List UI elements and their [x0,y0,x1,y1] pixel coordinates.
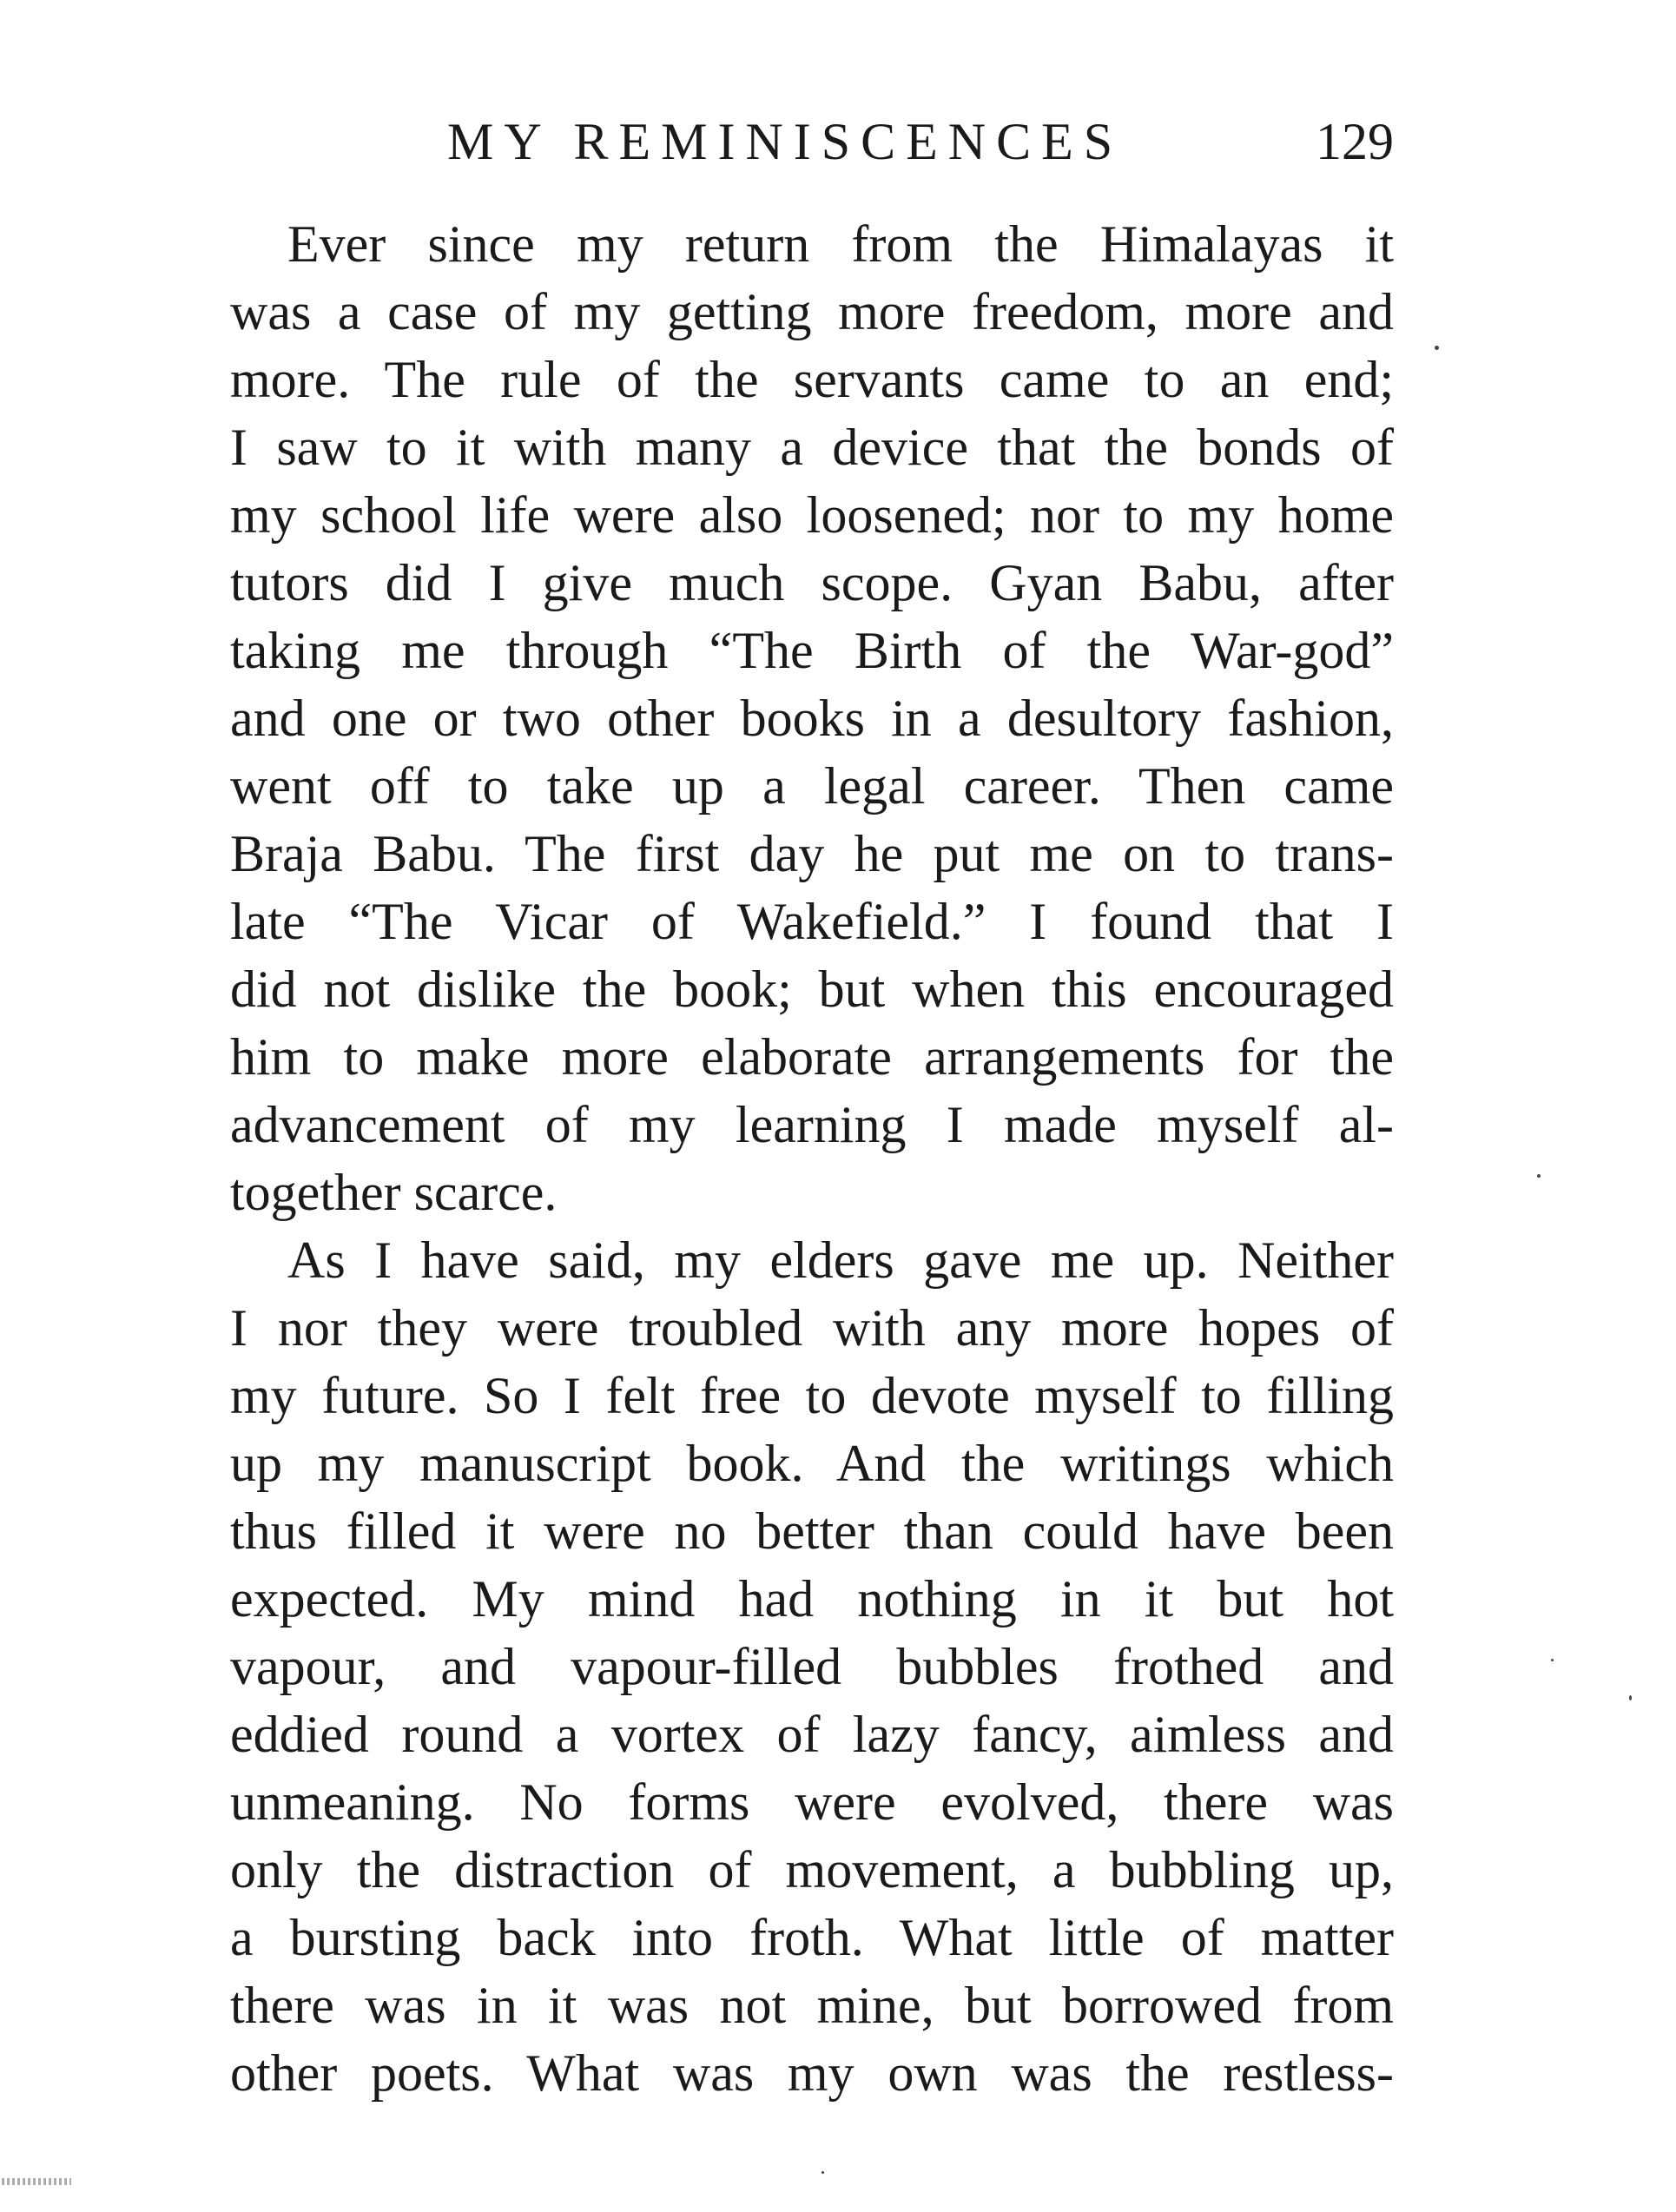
text-line: unmeaning. No forms were evolved, there was [230,1773,1394,1831]
scan-speck [1435,346,1439,350]
text-line: vapour, and vapour-filled bubbles frothed and [230,1638,1394,1695]
scan-speck [1537,1174,1541,1178]
text-line: my future. So I felt free to devote myself to filling [230,1367,1394,1424]
page-number: 129 [1316,113,1394,170]
body-text [230,210,1394,2107]
scan-speck [1551,1659,1554,1661]
text-line: I nor they were troubled with any more hopes of [230,1299,1394,1357]
text-line: and one or two other books in a desultory fashion, [230,690,1394,747]
text-line: up my manuscript book. And the writings which [230,1435,1394,1492]
scan-speck [1629,1695,1632,1700]
text-line: did not dislike the book; but when this encouraged [230,961,1394,1018]
text-line: Ever since my return from the Himalayas it [287,215,1394,273]
text-line: was a case of my getting more freedom, more and [230,283,1394,340]
text-line: a bursting back into froth. What little of matter [230,1909,1394,1966]
text-line: him to make more elaborate arrangements for the [230,1028,1394,1086]
text-line: there was in it was not mine, but borrowed from [230,1977,1394,2034]
scan-edge-mark [2,2178,71,2185]
text-line: As I have said, my elders gave me up. Neither [287,1231,1394,1289]
text-line: expected. My mind had nothing in it but hot [230,1570,1394,1628]
text-line: other poets. What was my own was the restless- [230,2044,1394,2102]
text-line: I saw to it with many a device that the bonds of [230,419,1394,476]
text-line: advancement of my learning I made myself al- [230,1096,1394,1153]
text-line: more. The rule of the servants came to an end; [230,351,1394,408]
text-line: tutors did I give much scope. Gyan Babu, after [230,554,1394,611]
scan-speck [822,2171,824,2174]
running-header [230,102,1394,181]
text-line: thus filled it were no better than could have been [230,1502,1394,1560]
text-line: Braja Babu. The first day he put me on to trans- [230,825,1394,882]
text-line: together scarce. [230,1164,558,1221]
text-line: late “The Vicar of Wakefield.” I found that I [230,893,1394,950]
text-line: taking me through “The Birth of the War-god” [230,622,1394,679]
text-line: my school life were also loosened; nor to my home [230,486,1394,544]
text-line: only the distraction of movement, a bubbling up, [230,1841,1394,1898]
text-line: went off to take up a legal career. Then came [230,757,1394,815]
running-title: MY REMINISCENCES [447,113,1124,170]
text-line: eddied round a vortex of lazy fancy, aimless and [230,1706,1394,1763]
